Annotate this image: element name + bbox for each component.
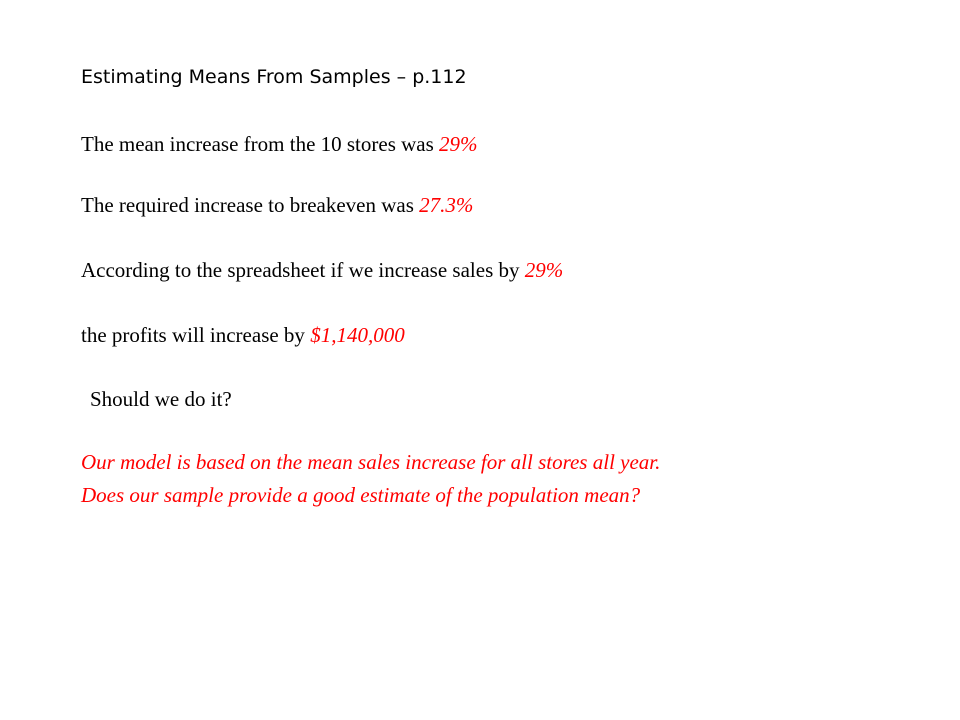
conclusion-line-1: Our model is based on the mean sales increase for all stores all year. xyxy=(81,450,661,474)
conclusion-line-2: Does our sample provide a good estimate of the population mean? xyxy=(81,483,641,507)
spreadsheet-line xyxy=(81,258,563,283)
breakeven-text: The required increase to breakeven was xyxy=(81,193,420,217)
breakeven-line xyxy=(81,193,473,218)
slide-title: Estimating Means From Samples – p.112 xyxy=(81,66,467,88)
breakeven-value: 27.3% xyxy=(419,193,474,217)
mean-increase-value: 29% xyxy=(439,132,478,156)
spreadsheet-text: According to the spreadsheet if we increase sales by xyxy=(81,258,525,282)
profits-line xyxy=(81,323,405,348)
profits-value: $1,140,000 xyxy=(310,323,405,347)
question-line: Should we do it? xyxy=(90,387,232,411)
profits-text: the profits will increase by xyxy=(81,323,311,347)
spreadsheet-value: 29% xyxy=(524,258,564,282)
mean-increase-text: The mean increase from the 10 stores was xyxy=(81,132,440,156)
mean-increase-line xyxy=(81,132,478,157)
